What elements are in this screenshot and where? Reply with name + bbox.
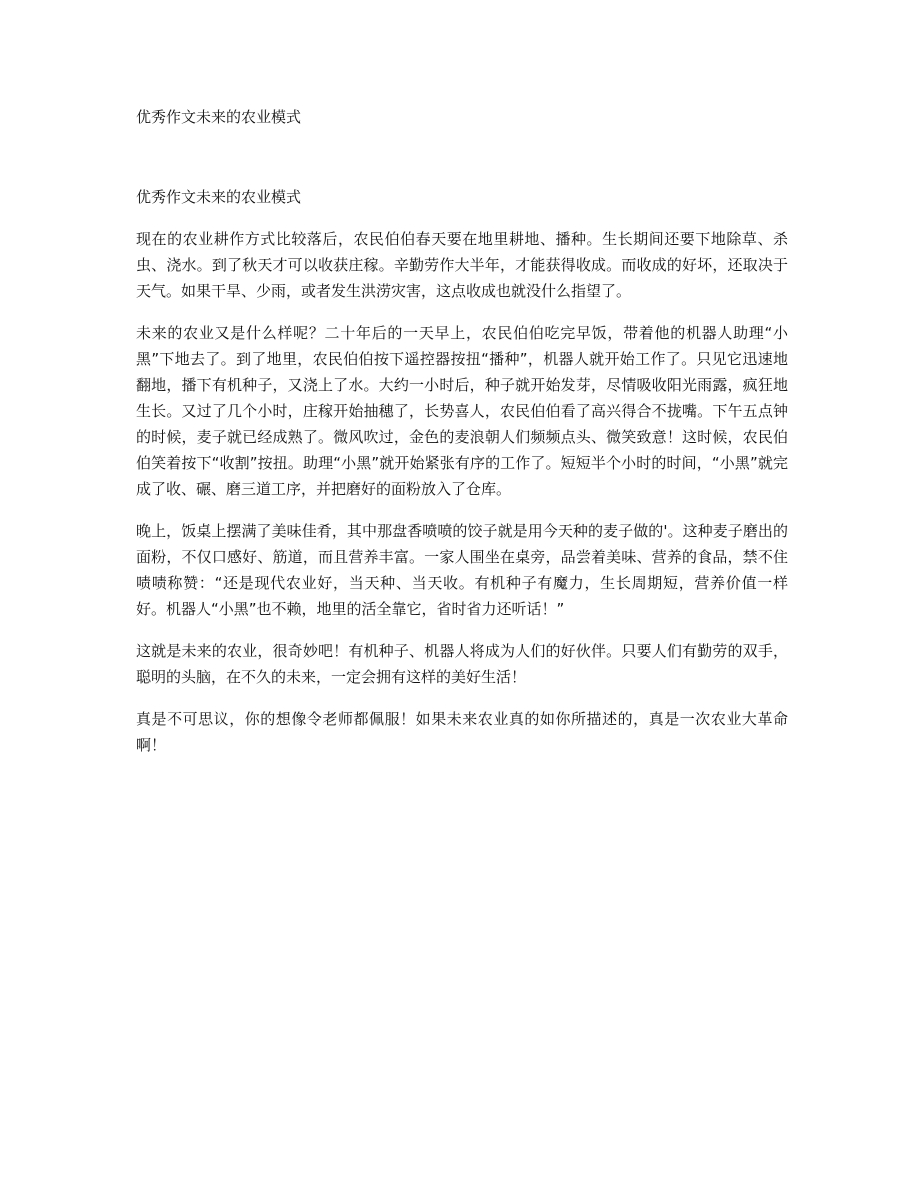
paragraph-3: 晚上，饭桌上摆满了美味佳肴，其中那盘香喷喷的饺子就是用今天种的麦子做的'。这种麦子磨出的面粉，不仅口感好、筋道，而且营养丰富。一家人围坐在桌旁，品尝着美味、营养的食品，禁不住啧啧称赞：“还是现代农业好，当天种、当天收。有机种子有魔力，生长周期短，营养价值一样好。机器人“小黑”也不赖，地里的活全靠它，省时省力还听话！”	[136, 522, 788, 618]
document-subtitle: 优秀作文未来的农业模式	[136, 188, 302, 206]
document-title: 优秀作文未来的农业模式	[136, 108, 302, 126]
paragraph-5: 真是不可思议，你的想像令老师都佩服！如果未来农业真的如你所描述的，真是一次农业大革命啊！	[136, 710, 788, 754]
document-page	[136, 104, 788, 758]
paragraph-4: 这就是未来的农业，很奇妙吧！有机种子、机器人将成为人们的好伙伴。只要人们有勤劳的双手，聪明的头脑，在不久的未来，一定会拥有这样的美好生活！	[136, 642, 788, 686]
paragraph-2: 未来的农业又是什么样呢？二十年后的一天早上，农民伯伯吃完早饭，带着他的机器人助理“小黑”下地去了。到了地里，农民伯伯按下遥控器按扭“播种”，机器人就开始工作了。只见它迅速地翻地，播下有机种子，又浇上了水。大约一小时后，种子就开始发芽，尽情吸收阳光雨露，疯狂地生长。又过了几个小时，庄稼开始抽穗了，长势喜人，农民伯伯看了高兴得合不拢嘴。下午五点钟的时候，麦子就已经成熟了。微风吹过，金色的麦浪朝人们频频点头、微笑致意！这时候，农民伯伯笑着按下“收割”按扭。助理“小黑”就开始紧张有序的工作了。短短半个小时的时间，“小黑”就完成了收、碾、磨三道工序，并把磨好的面粉放入了仓库。	[136, 324, 788, 498]
paragraph-1: 现在的农业耕作方式比较落后，农民伯伯春天要在地里耕地、播种。生长期间还要下地除草、杀虫、浇水。到了秋天才可以收获庄稼。辛勤劳作大半年，才能获得收成。而收成的好坏，还取决于天气。如果干旱、少雨，或者发生洪涝灾害，这点收成也就没什么指望了。	[136, 230, 788, 300]
